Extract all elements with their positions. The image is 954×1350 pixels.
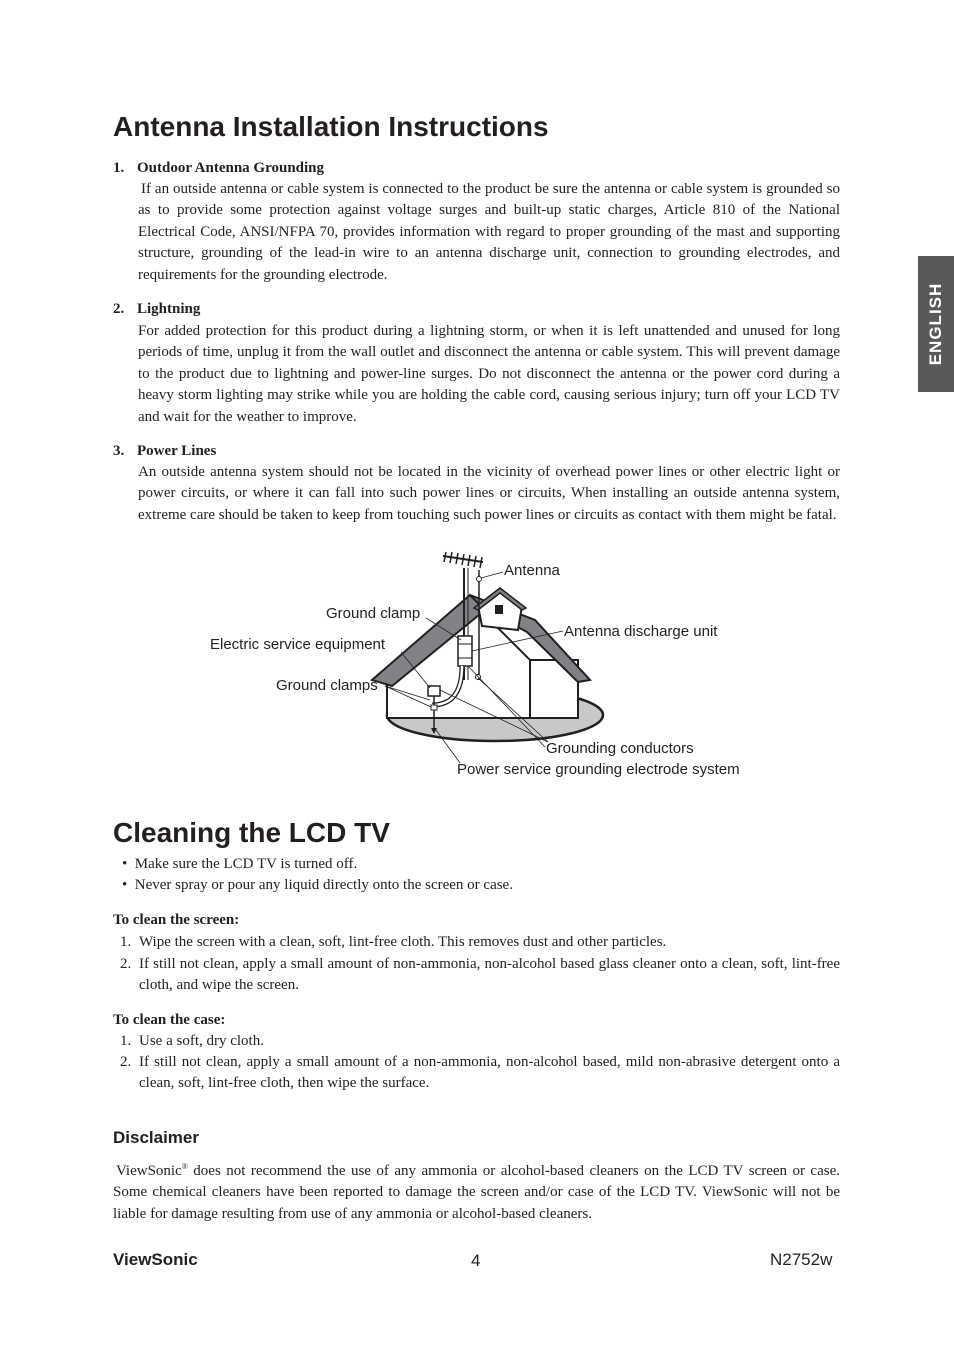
cleaning-bullet-2 xyxy=(122,877,513,894)
bullet-text: Never spray or pour any liquid directly onto the screen or case. xyxy=(134,877,513,893)
registered-mark: ® xyxy=(181,1162,188,1171)
step-text: Wipe the screen with a clean, soft, lint-free cloth. This removes dust and other particles. xyxy=(139,934,667,950)
footer-model: N2752w xyxy=(770,1250,833,1269)
label-ground-clamp: Ground clamp xyxy=(326,605,421,622)
step-text: If still not clean, apply a small amount of a non-ammonia, non-alcohol based, mild non-abrasive detergent onto a clean, soft, lint-free cloth, then wipe the surface. xyxy=(139,1054,840,1092)
cleaning-bullet-1 xyxy=(122,856,357,873)
antenna-element xyxy=(474,556,476,567)
antenna-element xyxy=(480,557,482,568)
language-tab-label: ENGLISH xyxy=(926,282,945,366)
step-number: 1. xyxy=(120,1033,132,1049)
label-antenna: Antenna xyxy=(504,562,560,579)
clean-screen-heading: To clean the screen: xyxy=(113,912,240,928)
footer-brand: ViewSonic xyxy=(113,1250,198,1269)
antenna-element xyxy=(456,553,458,564)
section-2-text: For added protection for this product during a lightning storm, or when it is left unattended and unused for long periods of time, unplug it from the wall outlet and disconnect the antenna or cable system. This will prevent damage to the product due to lightning and power-line surges. Do not disconnect the antenna or the power cord during a heavy storm lighting may strike while you are holding the cable cord, causing serious injury; turn off your LCD TV and wait for the weather to improve. xyxy=(138,323,840,425)
bullet-dot: • xyxy=(122,877,128,893)
step-number: 1. xyxy=(120,934,132,950)
dormer-window xyxy=(495,605,503,614)
clean-case-step-1 xyxy=(120,1031,840,1052)
discharge-unit xyxy=(458,636,472,666)
label-power-service-grounding: Power service grounding electrode system xyxy=(457,761,740,778)
footer-page-number: 4 xyxy=(471,1251,481,1270)
step-number: 2. xyxy=(120,956,132,972)
disclaimer-body: does not recommend the use of any ammonia or alcohol-based cleaners on the LCD TV screen or case. Some chemical cleaners have been reported to damage the screen and/or case of the LCD TV. ViewSonic will not be liable for damage resulting from use of any ammonia or alcohol-based cleaners. xyxy=(113,1163,840,1222)
step-text: If still not clean, apply a small amount of non-ammonia, non-alcohol based glass cleaner onto a clean, soft, lint-free cloth, and wipe the screen. xyxy=(139,956,840,994)
cleaning-title: Cleaning the LCD TV xyxy=(113,817,390,848)
label-electric-service-equipment: Electric service equipment xyxy=(210,636,386,653)
clean-screen-step-2 xyxy=(120,954,840,997)
clean-screen-step-1 xyxy=(120,932,840,953)
section-1-number: 1. xyxy=(113,160,125,176)
section-3-title: Power Lines xyxy=(137,443,217,459)
step-number: 2. xyxy=(120,1054,132,1070)
section-2-number: 2. xyxy=(113,301,125,317)
label-grounding-conductors: Grounding conductors xyxy=(546,740,694,757)
disclaimer-text xyxy=(113,1156,840,1225)
step-text: Use a soft, dry cloth. xyxy=(139,1033,264,1049)
clean-case-heading: To clean the case: xyxy=(113,1012,226,1028)
disclaimer-brand: ViewSonic xyxy=(116,1163,182,1179)
bullet-text: Make sure the LCD TV is turned off. xyxy=(134,856,358,872)
clean-case-step-2 xyxy=(120,1052,840,1095)
antenna-element xyxy=(444,552,446,562)
bullet-dot: • xyxy=(122,856,128,872)
label-ground-clamps: Ground clamps xyxy=(276,677,378,694)
section-2-title: Lightning xyxy=(137,301,201,317)
section-3-number: 3. xyxy=(113,443,125,459)
antenna-element xyxy=(450,552,452,563)
section-1-title: Outdoor Antenna Grounding xyxy=(137,160,325,176)
antenna-element xyxy=(462,554,464,565)
section-1-text: If an outside antenna or cable system is connected to the product be sure the antenna or cable system is grounded so as to provide some protection against voltage surges and built-up static charges, Article 810 of the National Electrical Code, ANSI/NFPA 70, provides information with regard to proper grounding of the mast and supporting structure, grounding of the lead-in wire to an antenna discharge unit, connection to grounding electrodes, and requirements for the grounding electrode. xyxy=(138,181,840,283)
antenna-element xyxy=(468,555,470,566)
section-3-text: An outside antenna system should not be located in the vicinity of overhead power lines or other electric light or power circuits, or where it can fall into such power lines or circuits, When installing an outside antenna system, extreme care should be taken to keep from touching such power lines or circuits as contact with them might be fatal. xyxy=(138,464,840,523)
antenna-title: Antenna Installation Instructions xyxy=(113,111,549,142)
label-antenna-discharge-unit: Antenna discharge unit xyxy=(564,623,718,640)
disclaimer-title: Disclaimer xyxy=(113,1128,199,1147)
